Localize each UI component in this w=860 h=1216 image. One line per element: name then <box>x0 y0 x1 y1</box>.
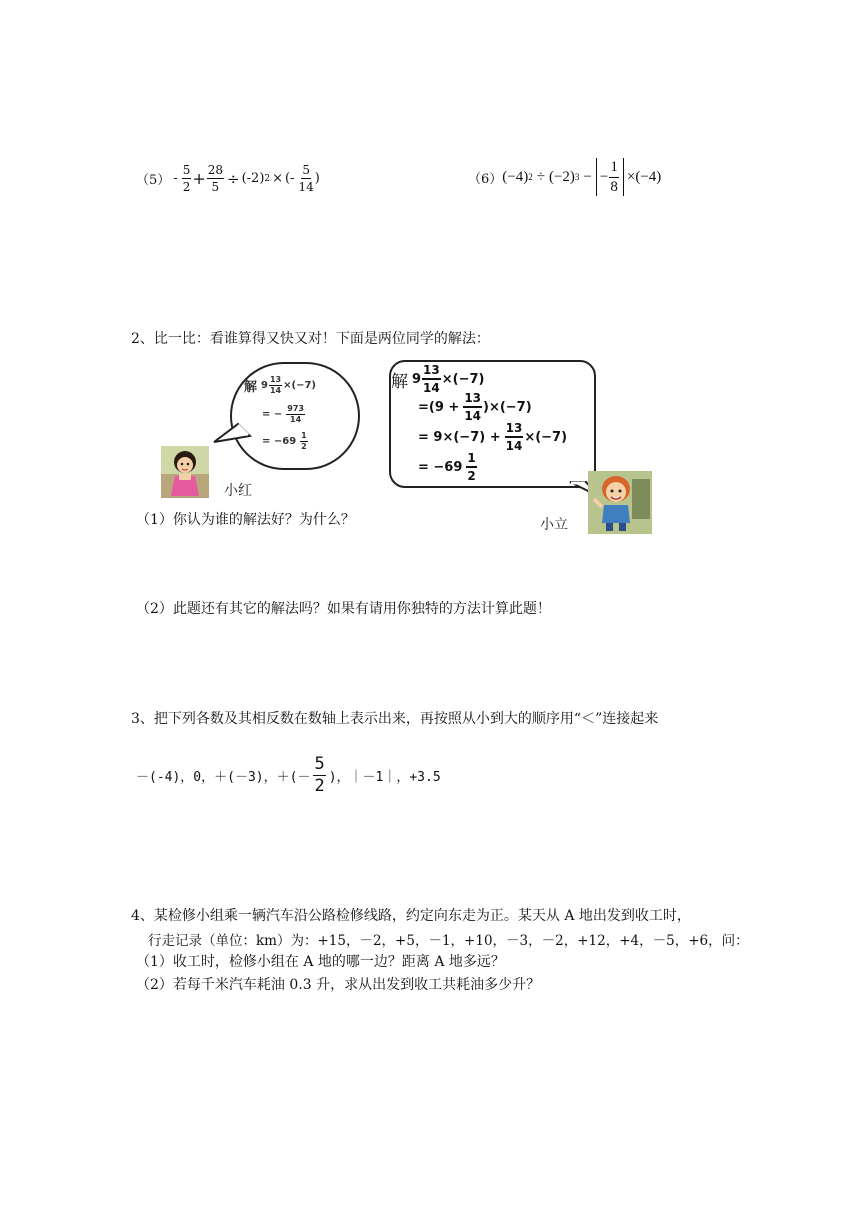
fraction-5-14: $\frac{5}{14}$ <box>298 163 314 194</box>
exponent-3: 3 <box>574 172 580 182</box>
xiaoli-line-4: = −69 $\frac{1}{2}$ <box>418 451 476 483</box>
question-4-line-2: 行走记录（单位：km）为：+15，－2，+5，－1，+10，－3，－2，+12，+4，－5，+6，问： <box>148 933 749 949</box>
question-3-number-list <box>136 756 441 795</box>
number-list-part-b: )，｜－1｜，+3.5 <box>328 770 441 785</box>
times-neg-4: ×(−4) <box>626 168 662 185</box>
base-neg-4: (−4) <box>502 168 529 185</box>
close-paren: ) <box>314 171 320 186</box>
xiaohong-bubble-tail <box>212 422 252 452</box>
xiaohong-avatar <box>161 446 209 498</box>
problem-5-label: （5） <box>136 173 171 188</box>
question-2-sub-2: （2）此题还有其它的解法吗？如果有请用你独特的方法计算此题！ <box>136 601 551 617</box>
divide-sign: ÷ <box>227 169 240 188</box>
question-2-title: 2、比一比：看谁算得又快又对！下面是两位同学的解法： <box>131 331 490 347</box>
xiaohong-line-3: = −69 $\frac{1}{2}$ <box>262 431 307 451</box>
problem-6-label: （6） <box>468 171 503 187</box>
divide-sign: ÷ <box>536 168 545 185</box>
xiaoli-name: 小立 <box>540 517 568 533</box>
exponent-2: 2 <box>264 173 271 184</box>
xiaohong-line-2: = − $\frac{973}{14}$ <box>262 404 304 424</box>
open-paren: (- <box>285 171 295 186</box>
exponent-2: 2 <box>528 172 533 182</box>
times-sign: × <box>272 171 284 186</box>
fraction-1-8: $\frac{1}{8}$ <box>610 158 618 195</box>
xiaoli-line-1: 解 9 $\frac{13}{14}$ ×(−7) <box>391 363 485 395</box>
abs-minus: − <box>599 169 609 185</box>
xiaoli-line-3: = 9×(−7) + $\frac{13}{14}$ ×(−7) <box>418 421 568 453</box>
xiaohong-name: 小红 <box>224 483 252 499</box>
xiaohong-line-1: 解 9 $\frac{13}{14}$ ×(−7) <box>244 375 316 395</box>
number-list-part-a: －(-4)，0，＋(－3)，＋(－ <box>136 770 311 785</box>
xiaoli-line-2: =(9 + $\frac{13}{14}$ )×(−7) <box>418 391 532 423</box>
problem-5-minus: - <box>173 171 178 186</box>
question-4-line-1: 4、某检修小组乘一辆汽车沿公路检修线路，约定向东走为正。某天从 A 地出发到收工时， <box>131 908 691 924</box>
problem-6 <box>468 158 661 196</box>
question-4-sub-1: （1）收工时，检修小组在 A 地的哪一边？距离 A 地多远？ <box>136 954 505 970</box>
base-neg-2: (−2) <box>548 168 575 185</box>
problem-5 <box>136 164 320 193</box>
plus-sign: + <box>192 169 206 188</box>
question-4-sub-2: （2）若每千米汽车耗油 0.3 升，求从出发到收工共耗油多少升？ <box>136 977 541 993</box>
absolute-value <box>596 158 624 196</box>
question-2-sub-1: （1）你认为谁的解法好？为什么？ <box>136 512 355 528</box>
fraction-28-5: $\frac{28}{5}$ <box>207 163 224 194</box>
paren-neg-2: (-2) <box>241 171 265 186</box>
minus-sign: − <box>583 168 592 185</box>
fraction-5-2: $\frac{5}{2}$ <box>314 754 325 796</box>
question-3-title: 3、把下列各数及其相反数在数轴上表示出来，再按照从小到大的顺序用“＜”连接起来 <box>131 711 659 727</box>
xiaoli-avatar <box>588 471 652 534</box>
fraction-5-2: $\frac{5}{2}$ <box>182 163 191 194</box>
